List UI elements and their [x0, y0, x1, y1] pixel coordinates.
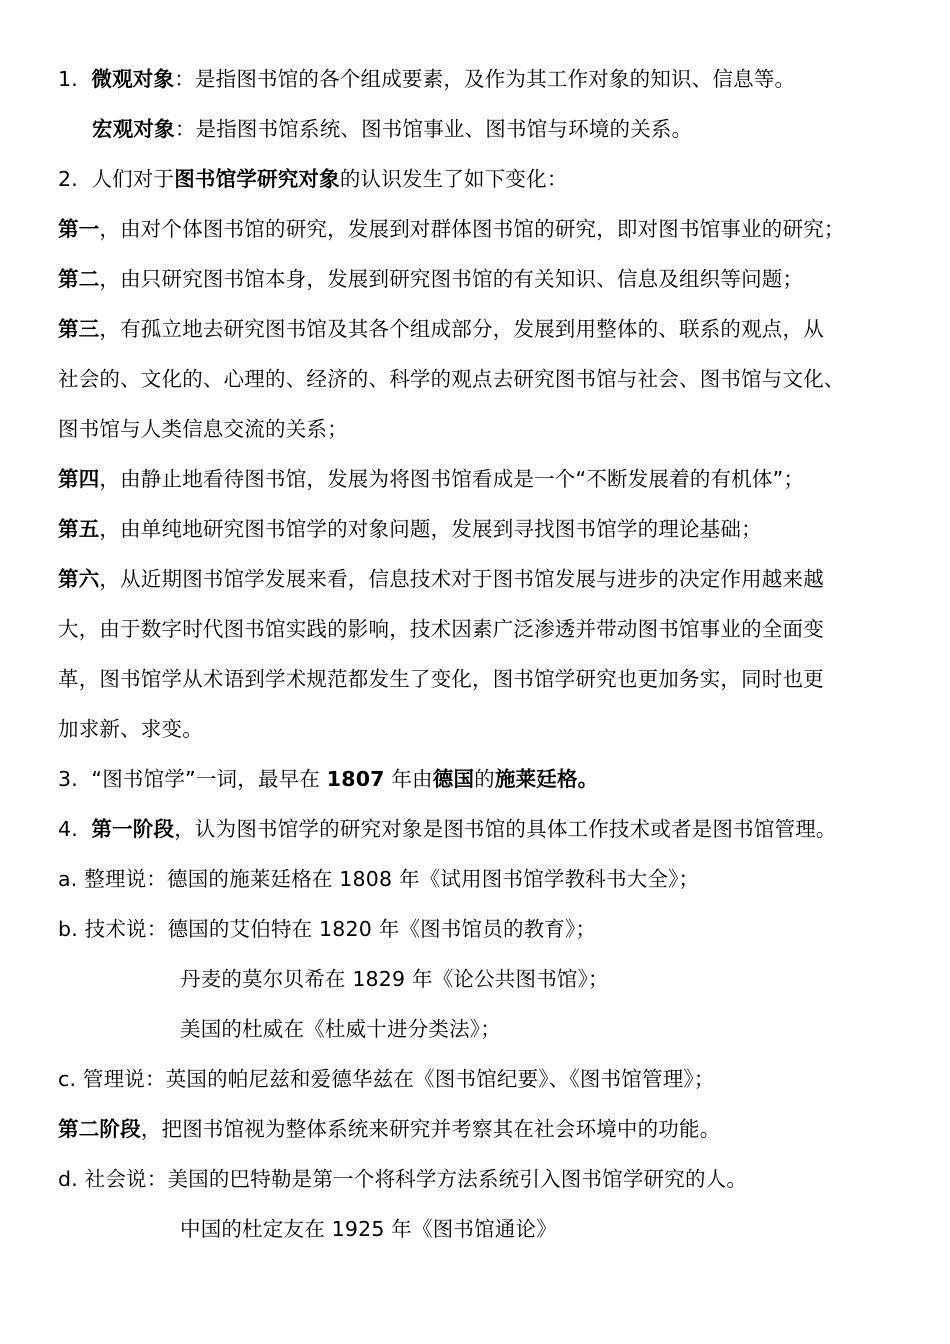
item-1-micro: 1. 微观对象：是指图书馆的各个组成要素，及作为其工作对象的知识、信息等。 [58, 67, 796, 91]
item-b: b. 技术说：德国的艾伯特在 1820 年《图书馆员的教育》； [58, 917, 597, 941]
item-b-3: 美国的杜威在《杜威十进分类法》； [180, 1017, 501, 1041]
item-c: c. 管理说：英国的帕尼兹和爱德华兹在《图书馆纪要》、《图书馆管理》； [58, 1067, 715, 1091]
change-2: 第二，由只研究图书馆本身，发展到研究图书馆的有关知识、信息及组织等问题； [58, 267, 804, 291]
item-d-2: 中国的杜定友在 1925 年《图书馆通论》 [180, 1217, 557, 1241]
item-1-macro: 宏观对象：是指图书馆系统、图书馆事业、图书馆与环境的关系。 [92, 117, 693, 141]
item-3: 3. “图书馆学”一词，最早在 1807 年由德国的施莱廷格。 [58, 767, 599, 791]
change-6-line-3: 革，图书馆学从术语到学术规范都发生了变化，图书馆学研究也更加务实，同时也更 [58, 667, 824, 691]
change-4: 第四，由静止地看待图书馆，发展为将图书馆看成是一个“不断发展着的有机体”； [58, 467, 805, 491]
change-3-line-3: 图书馆与人类信息交流的关系； [58, 417, 348, 441]
item-4: 4. 第一阶段，认为图书馆学的研究对象是图书馆的具体工作技术或者是图书馆管理。 [58, 817, 837, 841]
change-5: 第五，由单纯地研究图书馆学的对象问题，发展到寻找图书馆学的理论基础； [58, 517, 762, 541]
change-6-line-1: 第六，从近期图书馆学发展来看，信息技术对于图书馆发展与进步的决定作用越来越 [58, 567, 824, 591]
stage-2: 第二阶段，把图书馆视为整体系统来研究并考察其在社会环境中的功能。 [58, 1117, 721, 1141]
change-1: 第一，由对个体图书馆的研究，发展到对群体图书馆的研究，即对图书馆事业的研究； [58, 217, 845, 241]
item-2: 2. 人们对于图书馆学研究对象的认识发生了如下变化： [58, 167, 568, 191]
change-6-line-4: 加求新、求变。 [58, 717, 203, 741]
change-3-line-2: 社会的、文化的、心理的、经济的、科学的观点去研究图书馆与社会、图书馆与文化、 [58, 367, 845, 391]
item-a: a. 整理说：德国的施莱廷格在 1808 年《试用图书馆学教科书大全》； [58, 867, 700, 891]
item-d: d. 社会说：美国的巴特勒是第一个将科学方法系统引入图书馆学研究的人。 [58, 1167, 748, 1191]
change-3-line-1: 第三，有孤立地去研究图书馆及其各个组成部分，发展到用整体的、联系的观点，从 [58, 317, 824, 341]
item-b-2: 丹麦的莫尔贝希在 1829 年《论公共图书馆》； [180, 967, 609, 991]
change-6-line-2: 大，由于数字时代图书馆实践的影响，技术因素广泛渗透并带动图书馆事业的全面变 [58, 617, 824, 641]
